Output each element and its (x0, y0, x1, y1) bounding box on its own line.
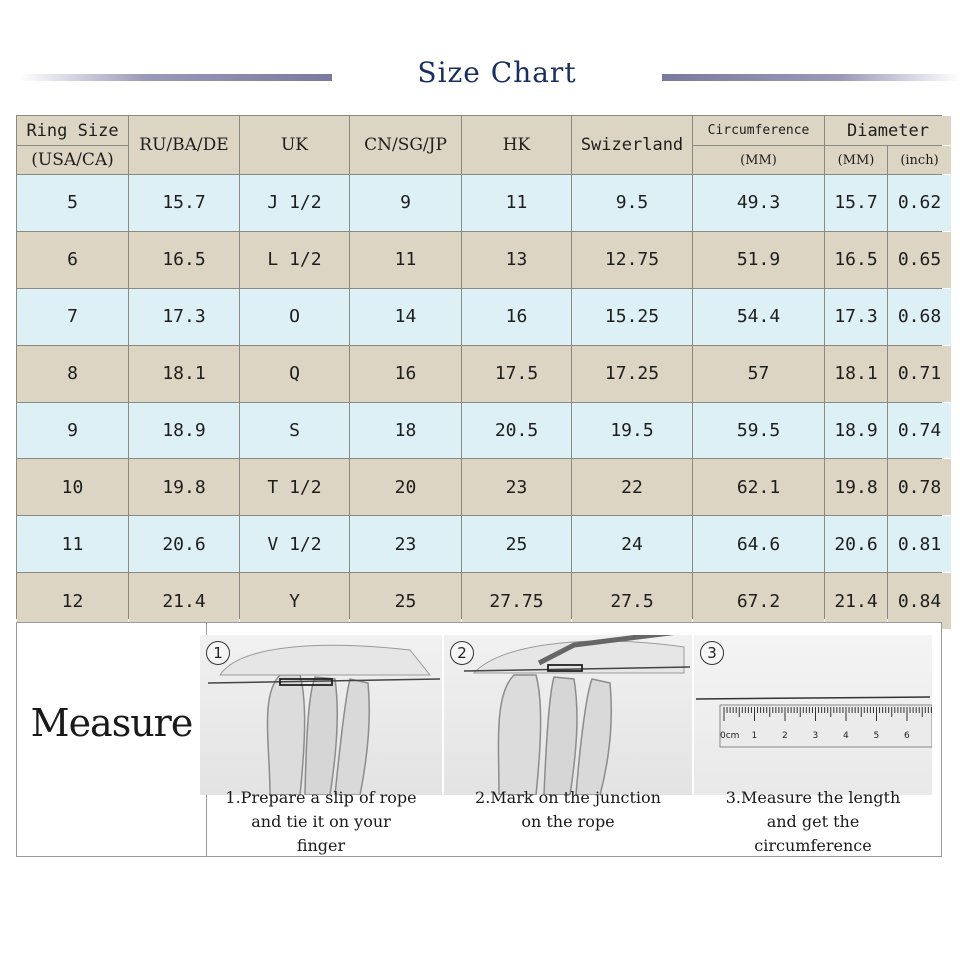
header-ring-size: Ring Size (17, 116, 128, 145)
table-cell-diameter-mm: 21.4 (825, 573, 887, 629)
table-cell-swiss: 9.5 (572, 175, 692, 231)
table-cell-diameter-inch: 0.81 (888, 516, 951, 572)
table-cell-ru: 21.4 (129, 573, 239, 629)
table-cell-ru: 17.3 (129, 289, 239, 345)
header-cn: CN/SG/JP (350, 116, 461, 174)
table-cell-circumference: 54.4 (693, 289, 824, 345)
table-cell-uk: Y (240, 573, 349, 629)
table-cell-circumference: 49.3 (693, 175, 824, 231)
measure-label: Measure (30, 701, 193, 745)
header-diameter-mm: (MM) (825, 146, 887, 174)
table-cell-uk: T 1/2 (240, 459, 349, 515)
table-cell-cn: 11 (350, 232, 461, 288)
table-cell-swiss: 19.5 (572, 403, 692, 459)
header-circumference-unit: (MM) (693, 146, 824, 174)
header-ring-size-unit: (USA/CA) (17, 146, 128, 174)
table-cell-ru: 16.5 (129, 232, 239, 288)
table-cell-ring-size: 7 (17, 289, 128, 345)
step-2-caption: 2.Mark on the junction on the rope (475, 788, 661, 831)
step-1-caption: 1.Prepare a slip of rope and tie it on your finger (225, 788, 417, 855)
step-2-number: 2 (450, 641, 474, 665)
ruler-tick-label: 2 (782, 731, 788, 741)
table-cell-diameter-mm: 17.3 (825, 289, 887, 345)
table-cell-cn: 18 (350, 403, 461, 459)
table-cell-cn: 9 (350, 175, 461, 231)
step-3-illustration (694, 635, 932, 795)
ruler-tick-label: 3 (812, 731, 819, 741)
table-cell-swiss: 24 (572, 516, 692, 572)
table-cell-cn: 16 (350, 346, 461, 402)
title-decoration-left (20, 74, 332, 81)
title-decoration-right (662, 74, 960, 81)
table-cell-circumference: 62.1 (693, 459, 824, 515)
table-cell-diameter-mm: 16.5 (825, 232, 887, 288)
header-swiss: Swizerland (572, 116, 692, 174)
table-cell-swiss: 12.75 (572, 232, 692, 288)
table-cell-diameter-inch: 0.78 (888, 459, 951, 515)
table-cell-ring-size: 6 (17, 232, 128, 288)
table-cell-ru: 15.7 (129, 175, 239, 231)
table-cell-ring-size: 8 (17, 346, 128, 402)
table-cell-diameter-inch: 0.65 (888, 232, 951, 288)
table-cell-uk: Q (240, 346, 349, 402)
header-diameter: Diameter (825, 116, 951, 145)
table-cell-diameter-inch: 0.74 (888, 403, 951, 459)
ruler-tick-label: 1 (751, 731, 758, 741)
step-2-illustration (444, 635, 692, 795)
table-cell-uk: V 1/2 (240, 516, 349, 572)
table-cell-circumference: 57 (693, 346, 824, 402)
table-cell-circumference: 51.9 (693, 232, 824, 288)
table-cell-ru: 18.1 (129, 346, 239, 402)
table-cell-ring-size: 5 (17, 175, 128, 231)
table-cell-diameter-mm: 18.1 (825, 346, 887, 402)
table-cell-hk: 27.75 (462, 573, 571, 629)
step-3-number: 3 (700, 641, 724, 665)
table-cell-ring-size: 11 (17, 516, 128, 572)
table-cell-circumference: 59.5 (693, 403, 824, 459)
ruler-icon (694, 635, 932, 795)
table-cell-swiss: 27.5 (572, 573, 692, 629)
step-3-caption: 3.Measure the length and get the circumference (725, 788, 901, 855)
table-cell-uk: J 1/2 (240, 175, 349, 231)
table-cell-hk: 13 (462, 232, 571, 288)
table-cell-hk: 25 (462, 516, 571, 572)
size-chart-table (16, 115, 942, 619)
table-cell-swiss: 17.25 (572, 346, 692, 402)
table-cell-swiss: 22 (572, 459, 692, 515)
table-cell-cn: 25 (350, 573, 461, 629)
table-cell-cn: 14 (350, 289, 461, 345)
table-cell-hk: 11 (462, 175, 571, 231)
ruler-tick-label: 4 (843, 731, 849, 741)
table-cell-circumference: 64.6 (693, 516, 824, 572)
header-circumference: Circumference (693, 116, 824, 145)
measure-section (16, 622, 942, 857)
table-cell-ring-size: 9 (17, 403, 128, 459)
table-cell-cn: 23 (350, 516, 461, 572)
header-uk: UK (240, 116, 349, 174)
header-hk: HK (462, 116, 571, 174)
ruler-unit-label: 0cm (720, 731, 740, 741)
finger-rope-icon (200, 635, 442, 795)
step-1-number: 1 (206, 641, 230, 665)
table-cell-diameter-inch: 0.84 (888, 573, 951, 629)
table-cell-diameter-inch: 0.62 (888, 175, 951, 231)
header-diameter-inch: (inch) (888, 146, 951, 174)
ruler-tick-label: 6 (904, 731, 910, 741)
table-cell-hk: 23 (462, 459, 571, 515)
table-cell-ru: 19.8 (129, 459, 239, 515)
step-1-illustration (200, 635, 442, 795)
table-cell-diameter-mm: 18.9 (825, 403, 887, 459)
table-cell-ru: 20.6 (129, 516, 239, 572)
table-cell-uk: L 1/2 (240, 232, 349, 288)
table-cell-hk: 20.5 (462, 403, 571, 459)
table-cell-diameter-inch: 0.68 (888, 289, 951, 345)
table-cell-diameter-mm: 19.8 (825, 459, 887, 515)
finger-mark-icon (444, 635, 692, 795)
page-title: Size Chart (417, 56, 577, 89)
table-cell-diameter-mm: 15.7 (825, 175, 887, 231)
table-cell-cn: 20 (350, 459, 461, 515)
table-cell-hk: 16 (462, 289, 571, 345)
table-cell-uk: O (240, 289, 349, 345)
table-cell-hk: 17.5 (462, 346, 571, 402)
table-cell-diameter-inch: 0.71 (888, 346, 951, 402)
table-cell-ru: 18.9 (129, 403, 239, 459)
ruler-tick-label: 5 (873, 731, 880, 741)
table-cell-ring-size: 12 (17, 573, 128, 629)
table-cell-swiss: 15.25 (572, 289, 692, 345)
header-ru: RU/BA/DE (129, 116, 239, 174)
table-cell-circumference: 67.2 (693, 573, 824, 629)
table-cell-diameter-mm: 20.6 (825, 516, 887, 572)
table-cell-uk: S (240, 403, 349, 459)
table-cell-ring-size: 10 (17, 459, 128, 515)
